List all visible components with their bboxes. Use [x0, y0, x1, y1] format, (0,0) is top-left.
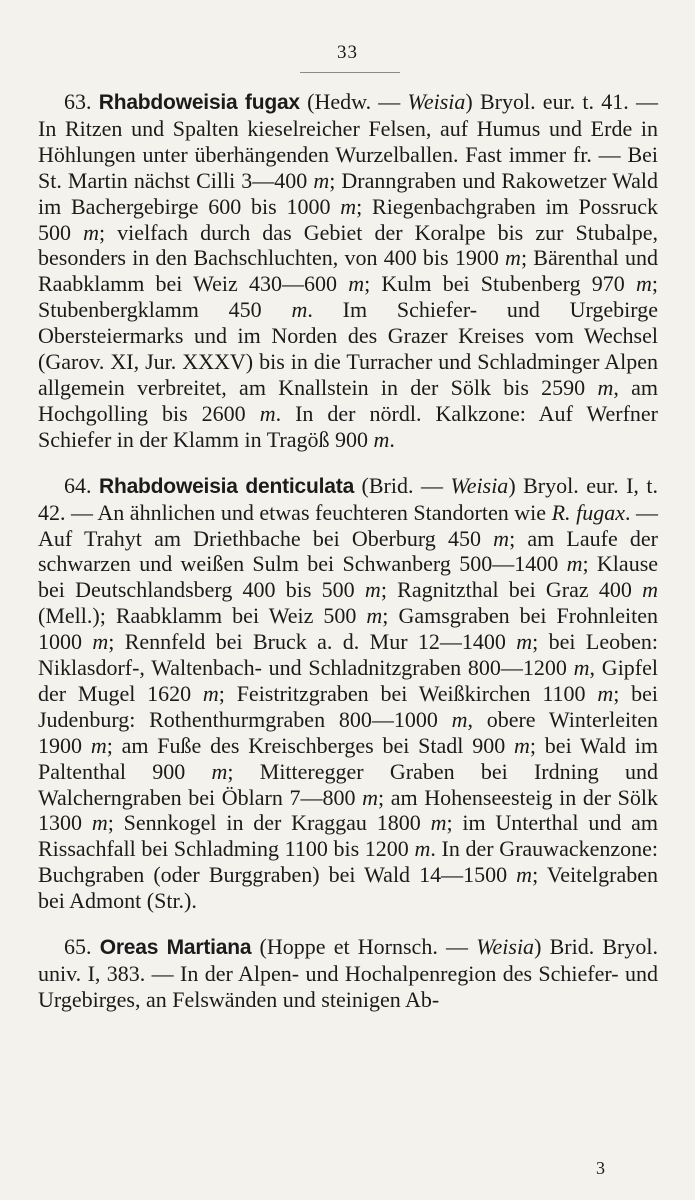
entry-number: 63.: [64, 89, 99, 114]
unit-meter: m: [597, 374, 614, 400]
synonym-genus: Weisia: [476, 934, 535, 960]
unit-meter: m: [430, 810, 447, 836]
unit-meter: m: [291, 297, 308, 323]
unit-meter: m: [516, 629, 533, 655]
signature-mark: 3: [596, 1158, 605, 1178]
unit-meter: m: [566, 551, 583, 577]
species-list: [38, 89, 658, 1013]
unit-meter: m: [259, 400, 276, 426]
entry-number: 64.: [64, 472, 99, 498]
unit-meter: m: [451, 706, 468, 732]
unit-meter: m: [92, 629, 109, 655]
species-entry-65: [38, 934, 658, 1013]
species-reference: R. fugax: [551, 499, 625, 525]
unit-meter: m: [90, 732, 107, 758]
unit-meter: m: [364, 577, 381, 603]
entry-text-citation: ) Bryol. eur. I, t. 42. — An ähnlichen und etwas feuchteren Standorten wie: [38, 472, 658, 525]
unit-meter: m: [91, 810, 108, 836]
unit-meter: m: [202, 680, 219, 706]
authority: (Hoppe et Hornsch. —: [251, 934, 477, 960]
unit-meter: m: [493, 525, 510, 551]
unit-meter: m: [211, 758, 228, 784]
unit-meter: m: [516, 862, 533, 888]
synonym-genus: Weisia: [450, 472, 509, 498]
unit-meter: m: [83, 219, 99, 245]
page-number: 33: [337, 42, 358, 63]
unit-meter: m: [505, 245, 521, 271]
unit-meter: m: [573, 655, 590, 681]
entry-text: . — Auf Trahyt am Driethbache bei Oberburg 450 m; am Laufe der schwarzen und weißen Sulm bei Schwanberg 500—1400 m; Klause bei Deutschlandsberg 400 bis 500 m; Ragnitzthal bei Graz 400 m (Mell.); Raabklamm bei Weiz 500 m; Gamsgraben bei Frohnleiten 1000 m; Rennfeld bei Bruck a. d. Mur 12—1400 m; bei Leoben: Niklasdorf-, Waltenbach- und Schladnitzgraben 800—1200 m, Gipfel der Mugel 1620 m; Feistritzgraben bei Weißkirchen 1100 m; bei Judenburg: Rothenthurmgraben 800—1000 m, obere Winterleiten 1900 m; am Fuße des Kreischberges bei Stadl 900 m; bei Wald im Paltenthal 900 m; Mitteregger Graben bei Irdning und Walcherngraben bei Öblarn 7—800 m; am Hohenseesteig in der Sölk 1300 m; Sennkogel in der Kraggau 1800 m; im Unterthal und am Rissachfall bei Schladming 1100 bis 1200 m. In der Grauwackenzone: Buchgraben (oder Burggraben) bei Wald 14—1500 m; Veitelgraben bei Admont (Str.).: [38, 499, 659, 914]
species-name: Rhabdoweisia fugax: [98, 91, 300, 114]
unit-meter: m: [362, 784, 378, 810]
species-name: Rhabdoweisia denticulata: [98, 474, 355, 498]
unit-meter: m: [348, 271, 365, 297]
unit-meter: m: [514, 732, 530, 758]
unit-meter: m: [340, 193, 357, 219]
entry-text: ) Bryol. eur. t. 41. — In Ritzen und Spalten kieselreicher Felsen, auf Humus und Erde in Höhlungen unter überhängenden Wurzelballen. Fast immer fr. — Bei St. Martin nächst Cilli 3—400 m; Dranngraben und Rakowetzer Wald im Bachergebirge 600 bis 1000 m; Riegenbachgraben im Possruck 500 m; vielfach durch das Gebiet der Koralpe bis zur Stubalpe, besonders in den Bachschluchten, von 400 bis 1900 m; Bärenthal und Raabklamm bei Weiz 430—600 m; Kulm bei Stubenberg 970 m; Stubenbergklamm 450 m. Im Schiefer- und Urgebirge Obersteiermarks und im Norden des Grazer Kreises vom Wechsel (Garov. XI, Jur. XXXV) bis in die Turracher und Schladminger Alpen allgemein verbreitet, am Knallstein in der Sölk bis 2590 m, am Hochgolling bis 2600 m. In der nördl. Kalkzone: Auf Werfner Schiefer in der Klamm in Tragöß 900 m.: [38, 89, 659, 452]
unit-meter: m: [642, 577, 658, 603]
authority: (Brid. —: [354, 472, 451, 498]
unit-meter: m: [597, 680, 614, 706]
unit-meter: m: [373, 426, 390, 452]
species-entry-64: [38, 473, 658, 914]
unit-meter: m: [366, 603, 383, 629]
unit-meter: m: [635, 271, 652, 297]
entry-text: ) Brid. Bryol. univ. I, 383. — In der Alpen- und Hochalpenregion des Schiefer- und Urgebirges, an Felswänden und steinigen Ab-: [38, 934, 658, 1012]
entry-number: 65.: [64, 934, 100, 960]
unit-meter: m: [414, 836, 431, 862]
species-name: Oreas Martiana: [99, 936, 252, 960]
species-entry-63: [38, 89, 658, 453]
unit-meter: m: [313, 167, 330, 193]
synonym-genus: Weisia: [407, 89, 466, 114]
header-rule: [300, 72, 400, 73]
authority: (Hedw. —: [299, 89, 408, 114]
